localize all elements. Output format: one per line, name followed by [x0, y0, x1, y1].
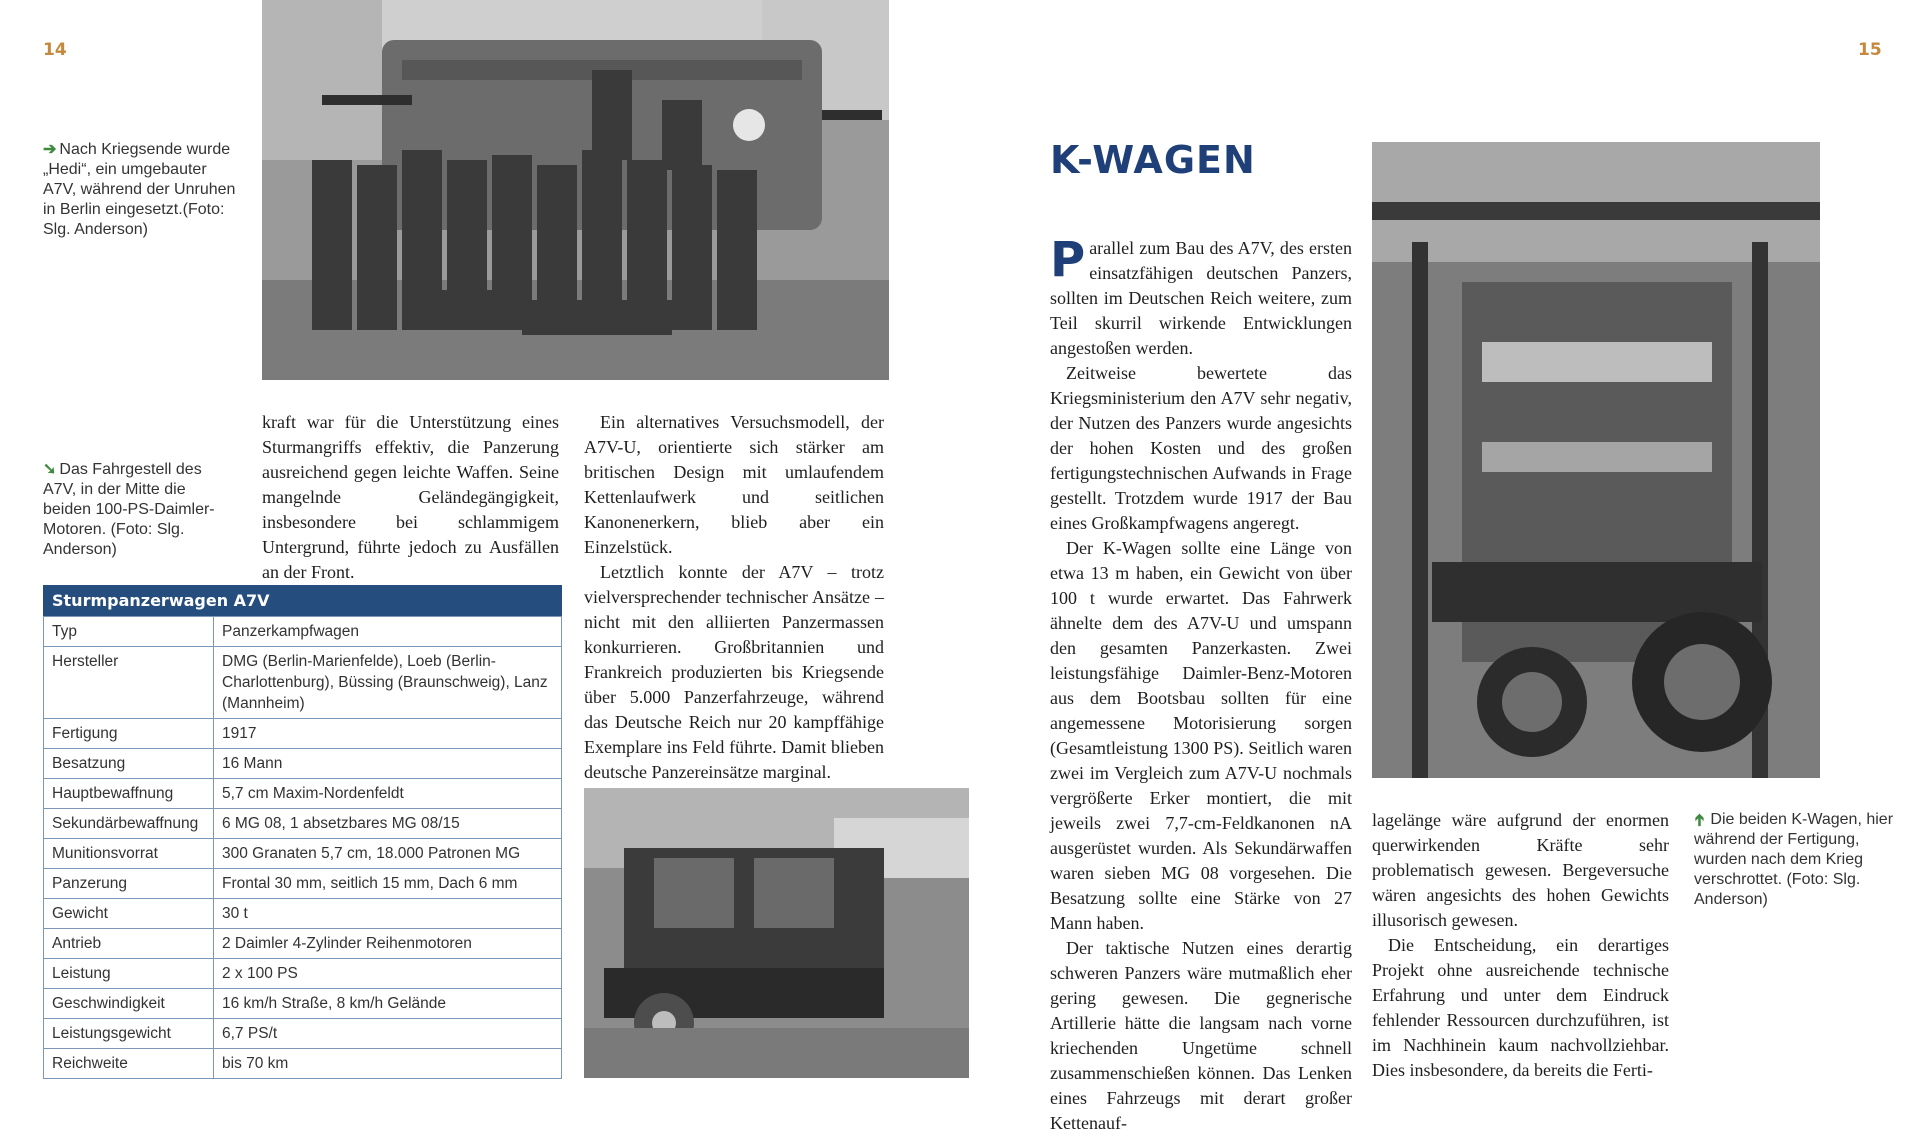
paragraph-text: arallel zum Bau des A7V, des ersten einsatzfähigen deutschen Panzers, sollten im Deutschen Reich weitere, zum Teil skurril wirkende Entwicklungen angestoßen werden. — [1050, 238, 1352, 358]
spec-row — [44, 809, 562, 839]
spec-value: 2 Daimler 4-Zylinder Reihenmotoren — [214, 929, 562, 959]
spec-value: 6 MG 08, 1 absetzbares MG 08/15 — [214, 809, 562, 839]
paragraph: Der taktische Nutzen eines derartig schweren Panzers wäre mutmaßlich eher gering gewesen. Die gegnerische Artillerie hätte die langsam nach vorne kriechenden Ungetüme schnell zusammenschießen können. Das Lenken eines Fahrzeugs mit derart großer Kettenauf- — [1050, 938, 1352, 1133]
spec-value: 5,7 cm Maxim-Nordenfeldt — [214, 779, 562, 809]
spec-value: 2 x 100 PS — [214, 959, 562, 989]
spec-table — [43, 585, 562, 1079]
paragraph: Der K-Wagen sollte eine Länge von etwa 13 m haben, ein Gewicht von über 100 t wurde erwartet. Das Fahrwerk ähnelte dem des A7V-U und umspann den gesamten Panzerkasten. Zwei leistungsfähige Daimler-Benz-Motoren aus dem Bootsbau sollten für eine angemessene Motorisierung sorgen (Gesamtleistung 1300 PS). Seitlich waren zwei im Vergleich zum A7V-U nochmals vergrößerte Erker montiert, die mit jeweils zwei 7,7-cm-Feldkanonen nA ausgerüstet wurden. Als Sekundärwaffen waren sieben MG 08 vorgesehen. Die Besatzung sollte eine Stärke von 27 Mann haben. — [1050, 538, 1352, 933]
arrow-up-icon: ➔ — [1691, 813, 1709, 827]
caption-hedi — [43, 140, 243, 240]
paragraph: lagelänge wäre aufgrund der enormen querwirkenden Kräfte sehr problematisch gewesen. Bergeversuche wären angesichts des hohen Gewichts illusorisch gewesen. — [1372, 810, 1669, 930]
photo-k-wagen-production — [1372, 142, 1820, 778]
paragraph-with-dropcap — [1050, 232, 1352, 361]
spec-label: Besatzung — [44, 749, 214, 779]
spec-value: 30 t — [214, 899, 562, 929]
chapter-heading: K-WAGEN — [1050, 138, 1256, 182]
left-column-1 — [262, 410, 559, 585]
spec-row — [44, 959, 562, 989]
arrow-down-right-icon: ➘ — [43, 461, 57, 478]
spec-label: Reichweite — [44, 1049, 214, 1079]
caption-k-wagen-text: Die beiden K-Wagen, hier während der Fertigung, wurden nach dem Krieg verschrottet. (Foto: Slg. Anderson) — [1694, 811, 1894, 908]
spec-row — [44, 617, 562, 647]
photo-a7v-chassis — [584, 788, 969, 1078]
spec-label: Typ — [44, 617, 214, 647]
spec-value: 16 Mann — [214, 749, 562, 779]
spec-value: 300 Granaten 5,7 cm, 18.000 Patronen MG — [214, 839, 562, 869]
spec-row — [44, 779, 562, 809]
spec-label: Leistungsgewicht — [44, 1019, 214, 1049]
right-column-2 — [1372, 808, 1669, 1083]
spec-value: 16 km/h Straße, 8 km/h Gelände — [214, 989, 562, 1019]
arrow-right-icon: ➔ — [43, 141, 57, 158]
spec-value: 1917 — [214, 719, 562, 749]
spec-label: Sekundärbewaffnung — [44, 809, 214, 839]
paragraph: Letztlich konnte der A7V – trotz vielversprechender technischer Ansätze – nicht mit den alliierten Panzermassen konkurrieren. Großbritannien und Frankreich produzierten bis Kriegsende über 5.000 Panzerfahrzeuge, während das Deutsche Reich nur 20 kampffähige Exemplare ins Feld führte. Damit blieben deutsche Panzereinsätze marginal. — [584, 562, 884, 782]
spec-label: Hersteller — [44, 647, 214, 719]
spec-row — [44, 899, 562, 929]
spec-table-title: Sturmpanzerwagen A7V — [43, 585, 562, 616]
page-number-left: 14 — [43, 40, 67, 60]
spec-row — [44, 839, 562, 869]
left-column-2 — [584, 410, 884, 785]
paragraph: Die Entscheidung, ein derartiges Projekt ohne ausreichende technische Erfahrung und unter dem Eindruck fehlender Ressourcen durchzuführen, ist im Nachhinein kaum nachvollziehbar. Dies insbesondere, da bereits die Ferti- — [1372, 935, 1669, 1080]
caption-chassis-text: Das Fahrgestell des A7V, in der Mitte die beiden 100-PS-Daimler-Motoren. (Foto: Slg. Anderson) — [43, 461, 215, 558]
spec-row — [44, 929, 562, 959]
spec-row — [44, 1019, 562, 1049]
spec-row — [44, 749, 562, 779]
spec-label: Gewicht — [44, 899, 214, 929]
spec-row — [44, 989, 562, 1019]
spec-row — [44, 719, 562, 749]
spec-label: Hauptbewaffnung — [44, 779, 214, 809]
spec-value: Panzerkampfwagen — [214, 617, 562, 647]
spec-label: Antrieb — [44, 929, 214, 959]
photo-a7v-hedi-crew — [262, 0, 889, 380]
spec-row — [44, 647, 562, 719]
paragraph: Zeitweise bewertete das Kriegsministerium den A7V sehr negativ, der Nutzen des Panzers wurde angesichts der hohen Kosten und des großen fertigungstechnischen Aufwands in Frage gestellt. Trotzdem wurde 1917 der Bau eines Großkampfwagens angeregt. — [1050, 363, 1352, 533]
caption-hedi-text: Nach Kriegsende wurde „Hedi“, ein umgebauter A7V, während der Unruhen in Berlin eingesetzt.(Foto: Slg. Anderson) — [43, 141, 236, 238]
caption-chassis — [43, 460, 223, 560]
spec-label: Leistung — [44, 959, 214, 989]
spec-value: Frontal 30 mm, seitlich 15 mm, Dach 6 mm — [214, 869, 562, 899]
spec-label: Fertigung — [44, 719, 214, 749]
page-number-right: 15 — [1858, 40, 1882, 60]
right-column-1 — [1050, 232, 1352, 1136]
spec-value: 6,7 PS/t — [214, 1019, 562, 1049]
caption-k-wagen — [1691, 810, 1894, 910]
spec-row — [44, 869, 562, 899]
spec-row — [44, 1049, 562, 1079]
paragraph: Ein alternatives Versuchsmodell, der A7V-U, orientierte sich stärker am britischen Design mit umlaufendem Kettenlaufwerk und seitlichen Kanonenerkern, blieb aber ein Einzelstück. — [584, 412, 884, 557]
spec-label: Panzerung — [44, 869, 214, 899]
spec-value: DMG (Berlin-Marienfelde), Loeb (Berlin-Charlottenburg), Büssing (Braunschweig), Lanz (Mannheim) — [214, 647, 562, 719]
spec-label: Munitionsvorrat — [44, 839, 214, 869]
paragraph: kraft war für die Unterstützung eines Sturmangriffs effektiv, die Panzerung ausreichend gegen leichte Waffen. Seine mangelnde Geländegängigkeit, insbesondere bei schlammigem Untergrund, führte jedoch zu Ausfällen an der Front. — [262, 412, 559, 582]
drop-cap: P — [1050, 232, 1086, 288]
spec-value: bis 70 km — [214, 1049, 562, 1079]
spec-label: Geschwindigkeit — [44, 989, 214, 1019]
